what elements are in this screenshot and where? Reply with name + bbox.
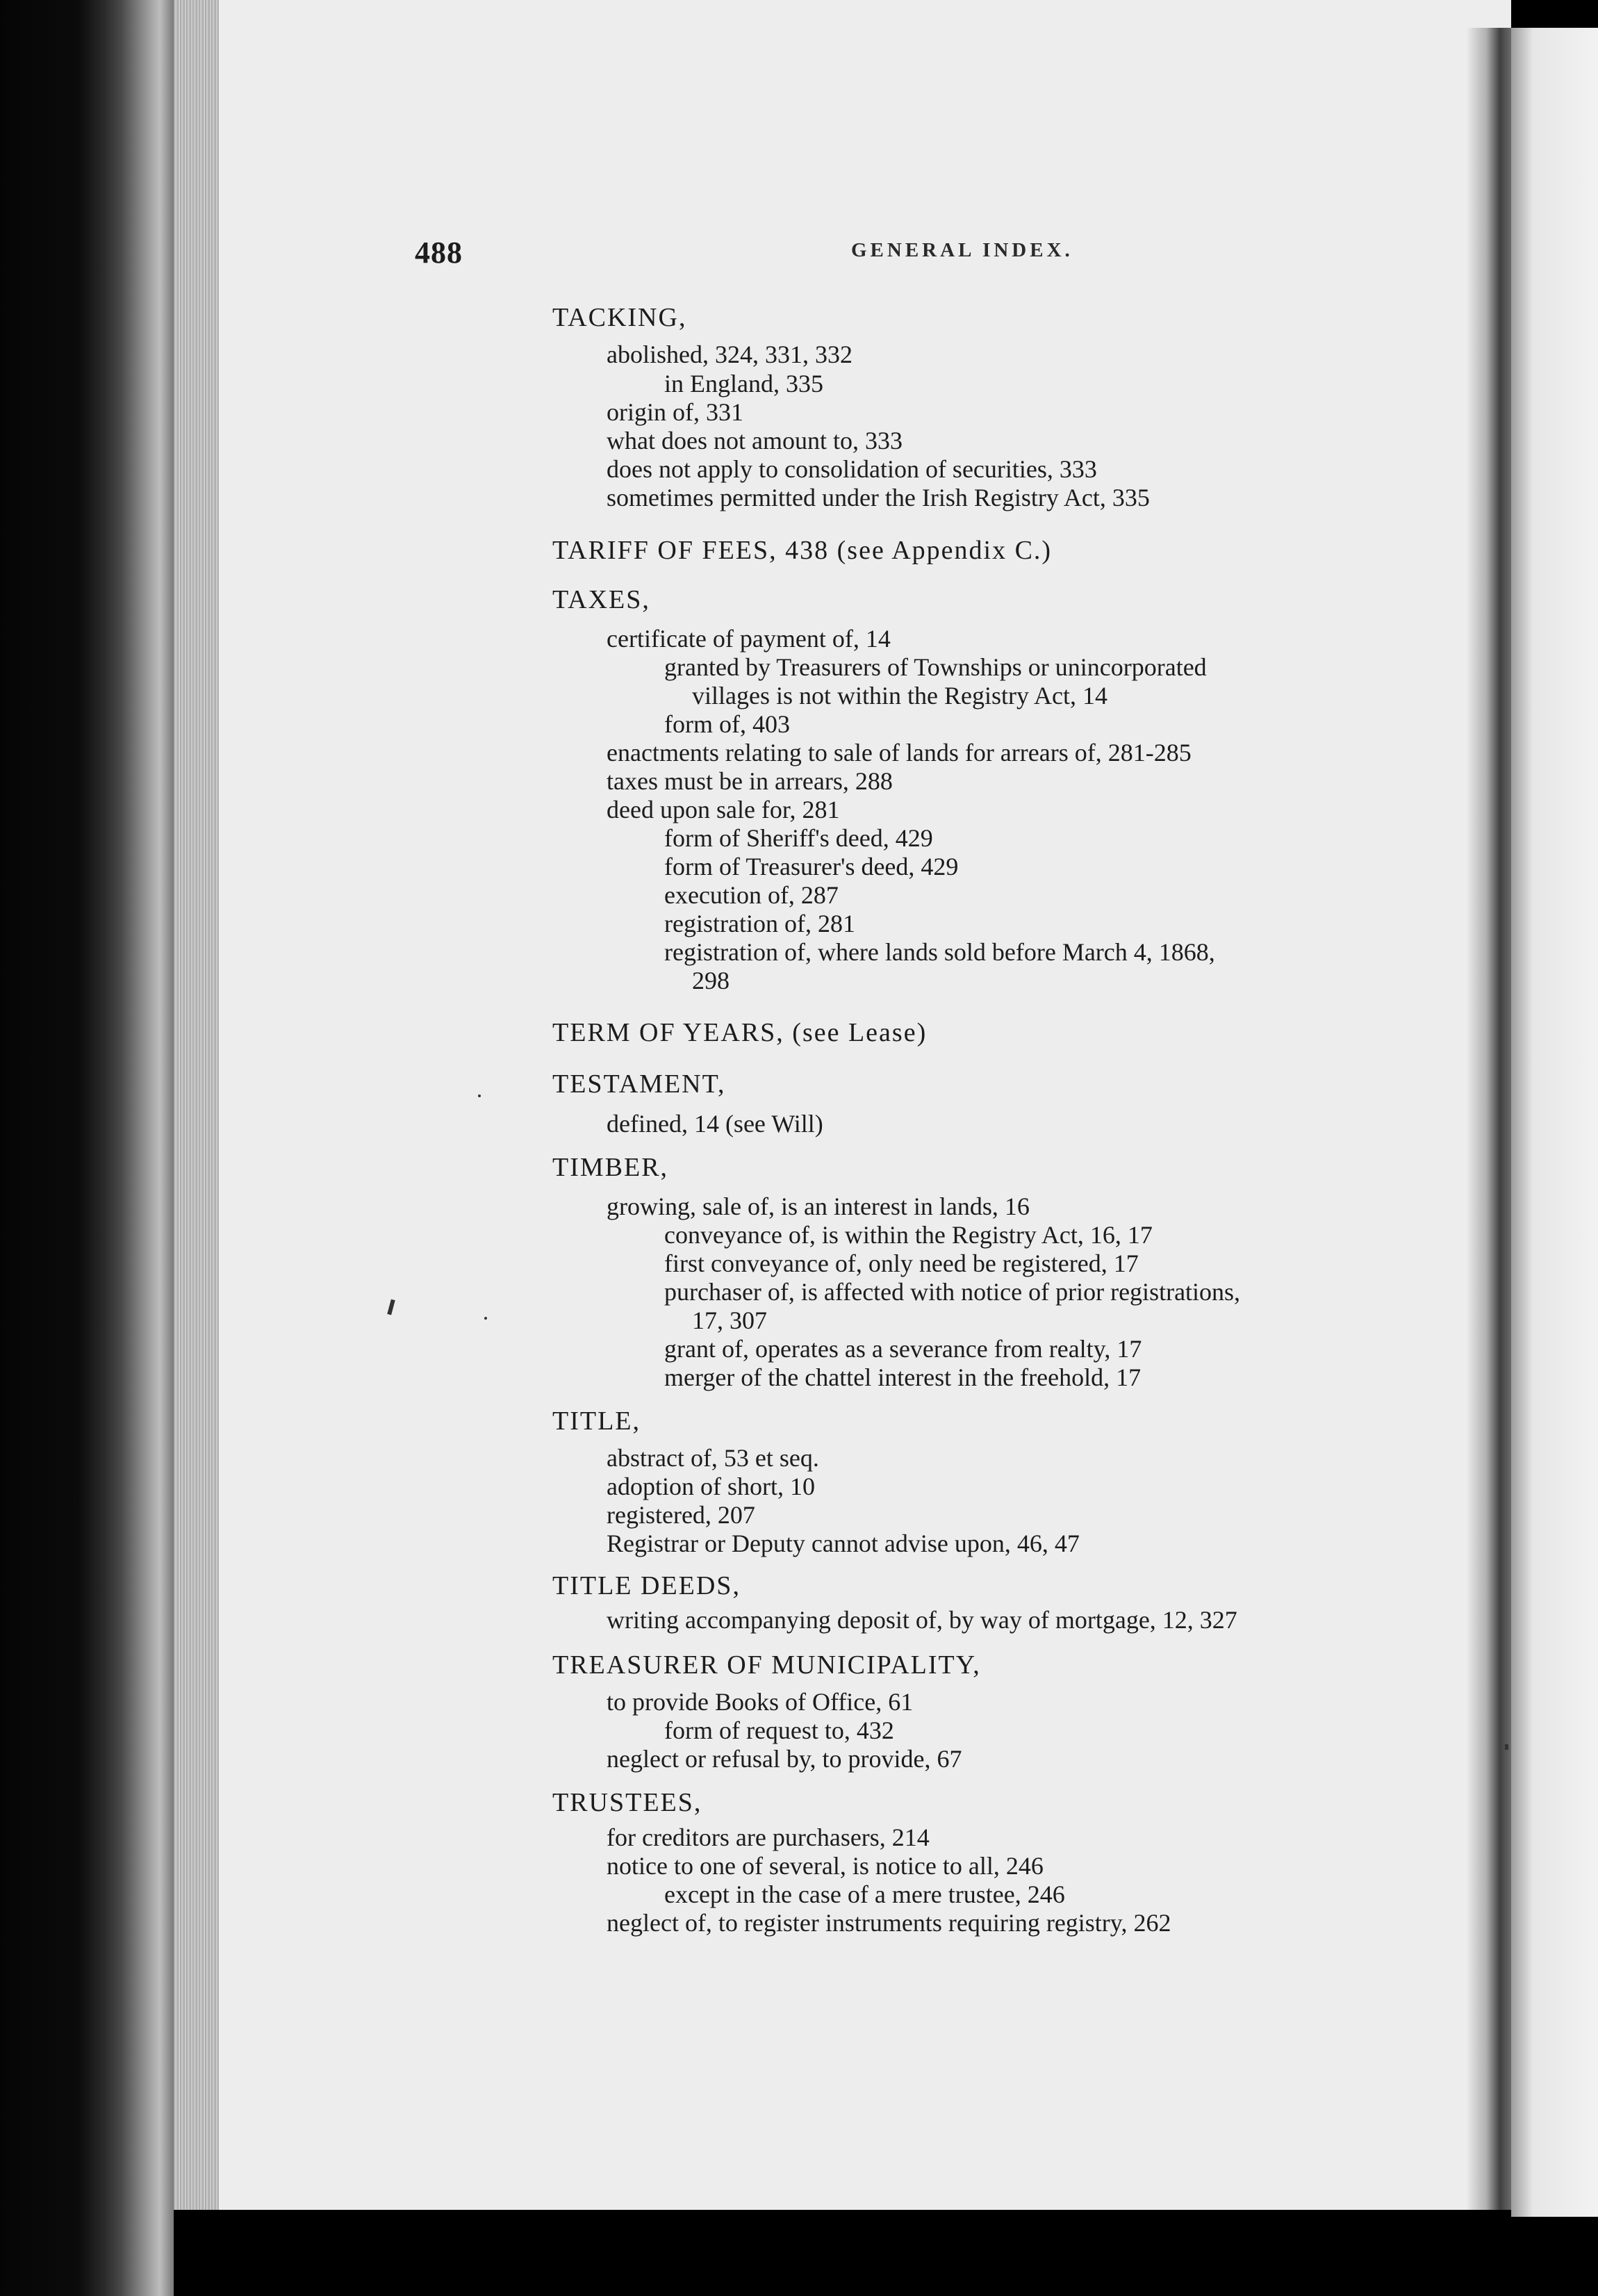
- index-subentry: 17, 307: [692, 1306, 767, 1334]
- index-subentry: enactments relating to sale of lands for arrears of, 281-285: [607, 739, 1192, 766]
- index-subentry: villages is not within the Registry Act, 14: [692, 682, 1107, 710]
- index-subentry: form of Sheriff's deed, 429: [664, 824, 933, 852]
- index-subentry: to provide Books of Office, 61: [607, 1688, 914, 1716]
- index-subentry: conveyance of, is within the Registry Act, 16, 17: [664, 1221, 1153, 1249]
- index-heading: TITLE DEEDS,: [552, 1571, 741, 1600]
- index-subentry: neglect of, to register instruments requiring registry, 262: [607, 1909, 1171, 1937]
- index-subentry: first conveyance of, only need be registered, 17: [664, 1249, 1139, 1277]
- index-subentry: neglect or refusal by, to provide, 67: [607, 1745, 962, 1773]
- index-subentry: registration of, 281: [664, 910, 855, 937]
- index-subentry: form of request to, 432: [664, 1716, 894, 1744]
- index-subentry: certificate of payment of, 14: [607, 625, 891, 653]
- index-subentry: registration of, where lands sold before March 4, 1868,: [664, 938, 1215, 966]
- index-heading: TITLE,: [552, 1407, 641, 1436]
- index-subentry: defined, 14 (see Will): [607, 1110, 823, 1138]
- index-subentry: notice to one of several, is notice to all, 246: [607, 1852, 1044, 1880]
- index-subentry: form of Treasurer's deed, 429: [664, 853, 959, 880]
- stray-mark: [478, 1094, 481, 1097]
- index-heading: TARIFF OF FEES, 438 (see Appendix C.): [552, 536, 1053, 565]
- index-heading: TACKING,: [552, 303, 687, 332]
- index-subentry: Registrar or Deputy cannot advise upon, 46, 47: [607, 1530, 1080, 1557]
- index-subentry: grant of, operates as a severance from realty, 17: [664, 1335, 1142, 1363]
- index-heading: TREASURER OF MUNICIPALITY,: [552, 1650, 981, 1680]
- index-subentry: for creditors are purchasers, 214: [607, 1823, 930, 1851]
- index-subentry: abolished, 324, 331, 332: [607, 341, 852, 368]
- facing-page-edge: [1511, 28, 1598, 2217]
- index-subentry: taxes must be in arrears, 288: [607, 767, 893, 795]
- stray-mark: [1505, 1744, 1508, 1750]
- index-subentry: merger of the chattel interest in the freehold, 17: [664, 1363, 1142, 1391]
- index-subentry: origin of, 331: [607, 398, 743, 426]
- index-subentry: sometimes permitted under the Irish Registry Act, 335: [607, 484, 1150, 511]
- index-subentry: 298: [692, 967, 730, 994]
- index-heading: TIMBER,: [552, 1153, 669, 1182]
- index-subentry: form of, 403: [664, 710, 790, 738]
- page-gutter: [1466, 28, 1511, 2210]
- index-heading: TERM OF YEARS, (see Lease): [552, 1018, 928, 1047]
- book-spine: [0, 0, 174, 2296]
- index-subentry: purchaser of, is affected with notice of prior registrations,: [664, 1278, 1241, 1306]
- index-subentry: writing accompanying deposit of, by way of mortgage, 12, 327: [607, 1606, 1237, 1634]
- page-number: 488: [415, 236, 463, 270]
- stray-mark: [484, 1317, 487, 1320]
- index-heading: TRUSTEES,: [552, 1788, 702, 1817]
- index-heading: TAXES,: [552, 585, 650, 614]
- index-subentry: registered, 207: [607, 1501, 755, 1529]
- index-subentry: in England, 335: [664, 370, 823, 397]
- index-heading: TESTAMENT,: [552, 1069, 726, 1099]
- index-subentry: what does not amount to, 333: [607, 427, 903, 454]
- index-subentry: except in the case of a mere trustee, 246: [664, 1880, 1065, 1908]
- index-subentry: abstract of, 53 et seq.: [607, 1444, 819, 1472]
- index-subentry: does not apply to consolidation of securities, 333: [607, 455, 1097, 483]
- page-edges: [174, 0, 222, 2210]
- index-subentry: deed upon sale for, 281: [607, 796, 840, 823]
- running-head: GENERAL INDEX.: [851, 239, 1073, 261]
- index-subentry: execution of, 287: [664, 881, 839, 909]
- index-subentry: growing, sale of, is an interest in lands, 16: [607, 1192, 1030, 1220]
- index-subentry: adoption of short, 10: [607, 1473, 815, 1500]
- index-subentry: granted by Treasurers of Townships or unincorporated: [664, 653, 1207, 681]
